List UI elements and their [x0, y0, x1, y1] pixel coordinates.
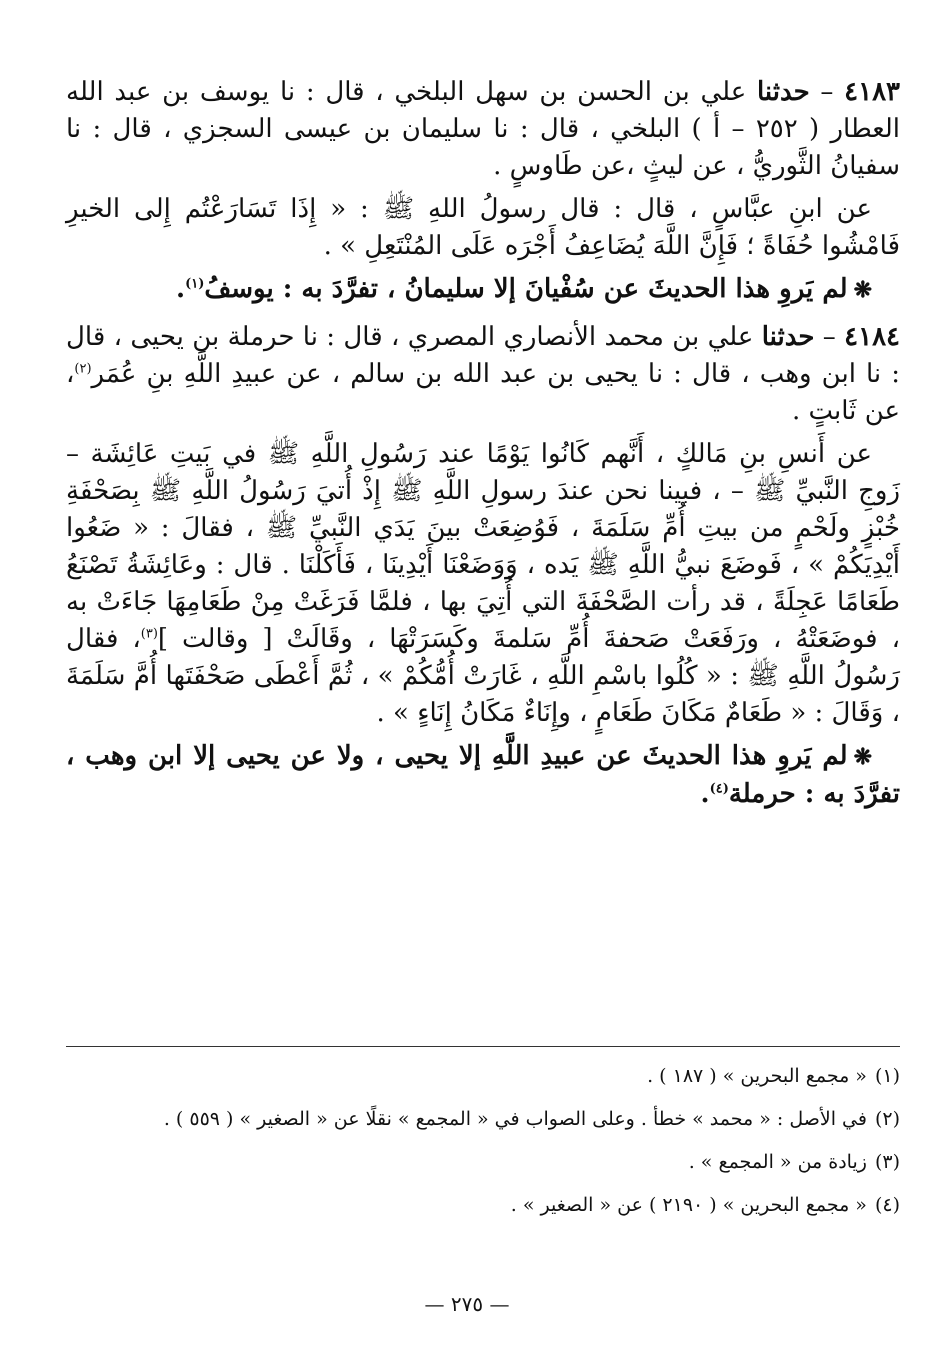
note-end: .: [176, 274, 186, 304]
haddathana-label: حدثنا: [761, 322, 815, 352]
isnad-text: علي بن الحسن بن سهل البلخي ، قال : نا يوسف بن عبد الله العطار ( ٢٥٢ – أ ) البلخي ، قال : نا سليمان بن عيسى السجزي ، قال : نا سفيانُ الثَّوريُّ ، عن ليثٍ ،عن طَاوسٍ .: [66, 77, 900, 181]
footnote-number: (١): [874, 1065, 900, 1087]
footnote-text: في الأصل : « محمد » خطأ . وعلى الصواب في « المجمع » نقلًا عن « الصغير » ( ٥٥٩ ) .: [163, 1108, 867, 1130]
dash: –: [814, 322, 845, 352]
footnote-1: [66, 1058, 900, 1095]
page-number: — ٢٧٥ —: [424, 1292, 510, 1316]
hadith-4183-isnad: [66, 74, 900, 185]
haddathana-label: حدثنا: [756, 77, 810, 107]
footnote-text: زيادة من « المجمع » .: [688, 1151, 867, 1173]
footnote-4: [66, 1187, 900, 1224]
footnote-number: (٢): [874, 1108, 900, 1130]
star-marker: ❋: [853, 277, 872, 303]
dash: –: [809, 77, 845, 107]
footnote-2: [66, 1101, 900, 1138]
hadith-4184-matn: [66, 436, 900, 732]
hadith-4183-matn: عن ابنِ عبَّاسٍ ، قال : قال رسولُ اللهِ ﷺ : « إِذَا تَسَارَعْتُم إِلى الخيرِ فَامْشُوا حُفَاةً ؛ فَإِنَّ اللَّهَ يُضَاعِفُ أَجْرَه عَلَى المُنْتَعِلِ » .: [66, 194, 900, 261]
footnote-number: (٤): [874, 1194, 900, 1216]
note-end: .: [700, 779, 710, 809]
footnotes: [66, 1058, 900, 1230]
footnote-divider: [66, 1046, 900, 1047]
hadith-number: ٤١٨٣: [844, 77, 900, 107]
matn-text-end: ، فقال رَسُولُ اللَّهِ ﷺ : « كُلُوا باسْمِ اللَّهِ ، غَارَتْ أُمُّكُمْ » ، ثُمَّ أَعْطَى صَحْفَتَها أُمَّ سَلَمَةَ ، وَقَالَ : « طَعَامٌ مَكَانَ طَعَامٍ ، وإِنَاءٌ مَكَانُ إِنَاءٍ » .: [66, 624, 900, 728]
hadith-4184-note: [66, 738, 900, 813]
hadith-4183-note: [66, 271, 900, 309]
footnote-3: [66, 1144, 900, 1181]
footnote-text: « مجمع البحرين » ( ١٨٧ ) .: [647, 1065, 867, 1087]
footnote-text: « مجمع البحرين » ( ٢١٩٠ ) عن « الصغير » .: [510, 1194, 867, 1216]
footnote-number: (٣): [874, 1151, 900, 1173]
star-marker: ❋: [853, 744, 872, 770]
footnote-ref: (٤): [709, 781, 729, 797]
matn-text: عن أَنسِ بنِ مَالكٍ ، أَنَّهم كَانُوا يَوْمًا عند رَسُولِ اللَّهِ ﷺ في بَيتِ عَائِشَة – زَوجِ النَّبيِّ ﷺ – ، فبينا نحن عندَ رسولِ اللَّهِ ﷺ إِذْ أُتيَ رَسُولُ اللَّهِ ﷺ بِصَحْفَةِ خُبْزٍ ولَحْمٍ من بيتِ أُمِّ سَلَمَةَ ، فَوُضِعَتْ بينَ يَدَي النَّبيِّ ﷺ ، فقالَ : « ضَعُوا أَيْدِيَكُمْ » ، فَوضَعَ نبيُّ اللَّهِ ﷺ يَده ، وَوَضَعْنَا أَيْدِينَا ، فَأَكَلْنَا . قال : وعَائِشَةُ تَصْنَعُ طَعَامًا عَجِلَةً ، قد رأت الصَّحْفَةَ التي أُتِيَ بها ، فلمَّا فَرَغَتْ مِنْ طَعَامِهَا جَاءَتْ به ، فوضَعَتْهُ ، ورَفَعَتْ صَحفةَ أُمِّ سَلمةَ وكَسَرَتْهَا ، وقَالَتْ [ وقالت ]: [66, 439, 900, 654]
hadith-number: ٤١٨٤: [844, 322, 900, 352]
footnote-ref: (٢): [74, 361, 92, 377]
hadith-4184-isnad: [66, 319, 900, 430]
isnad-text: علي بن محمد الأنصاري المصري ، قال : نا حرملة بن يحيى ، قال : نا ابن وهب ، قال : نا يحيى بن عبد الله بن سالم ، عن عبيدِ اللَّهِ بنِ عُمَر: [66, 322, 900, 389]
footnote-ref: (١): [185, 276, 205, 292]
isnad-text-end: ، عن ثَابتٍ .: [66, 359, 900, 426]
note-text: لم يَروِ هذا الحديثَ عن عبيدِ اللَّهِ إلا يحيى ، ولا عن يحيى إلا ابن وهب ، تفرَّدَ به : حرملة: [66, 741, 900, 809]
footnote-ref: (٣): [140, 626, 158, 642]
note-text: لم يَروِ هذا الحديثَ عن سُفْيانَ إلا سليمانُ ، تفرَّدَ به : يوسفُ: [204, 274, 848, 304]
